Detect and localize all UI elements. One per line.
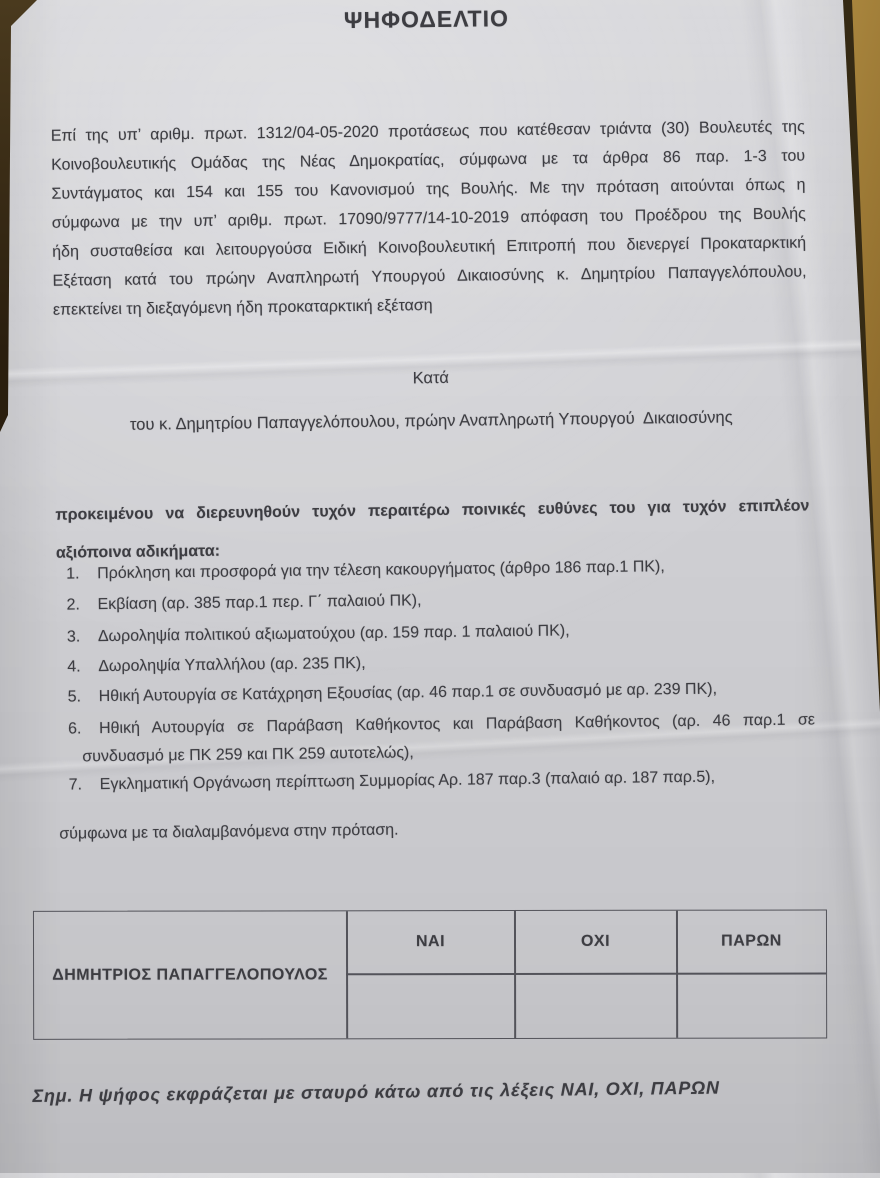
- respondent-line: του κ. Δημητρίου Παπαγγελόπουλου, πρώην Αναπληρωτή Υπουργού Δικαιοσύνης: [129, 408, 733, 434]
- charge-number: 2.: [66, 596, 80, 614]
- proposal-paragraph: [51, 113, 807, 325]
- charge-number: 3.: [66, 628, 81, 646]
- charge-text: Εκβίαση (αρ. 385 παρ.1 περ. Γ΄ παλαιού ΠΚ),: [97, 592, 422, 614]
- charge-text: Ηθική Αυτουργία σε Κατάχρηση Εξουσίας (αρ. 46 παρ.1 σε συνδυασμό με αρ. 239 ΠΚ),: [98, 680, 718, 706]
- charge-text: Δωροληψία Υπαλλήλου (αρ. 235 ΠΚ),: [98, 654, 366, 676]
- candidate-name: ΔΗΜΗΤΡΙΟΣ ΠΑΠΑΓΓΕΛΟΠΟΥΛΟΣ: [52, 965, 328, 984]
- option-header-oxi: ΟΧΙ: [580, 932, 611, 950]
- ballot-title: ΨΗΦΟΔΕΛΤΙΟ: [343, 5, 510, 34]
- purpose-line: αξιόποινα αδικήματα:: [55, 542, 221, 562]
- charge-text: Πρόκληση και προσφορά για την τέλεση κακουργήματος (άρθρο 186 παρ.1 ΠΚ),: [97, 558, 665, 583]
- option-header-paron: ΠΑΡΩΝ: [721, 932, 782, 950]
- paragraph-line: Κοινοβουλευτικής Ομάδας της Νέας Δημοκρατίας, σύμφωνα με τα άρθρα 86 παρ. 1-3 του: [51, 147, 806, 174]
- paragraph-line: επεκτείνει τη διεξαγόμενη ήδη προκαταρκτική εξέταση: [52, 297, 433, 319]
- candidate-name-cell: [34, 911, 346, 1039]
- purpose-line: προκειμένου να διερευνηθούν τυχόν περαιτέρω ποινικές ευθύνες του για τυχόν επιπλέον: [55, 497, 810, 524]
- paragraph-line: ήδη συσταθείσα και λειτουργούσα Ειδική Κοινοβουλευτική Επιτροπή που διενεργεί Προκαταρκτική: [52, 234, 807, 261]
- closing-line: σύμφωνα με τα διαλαμβανόμενα στην πρόταση.: [59, 821, 399, 843]
- charge-number: 5.: [67, 688, 82, 706]
- charge-text: Εγκληματική Οργάνωση περίπτωση Συμμορίας Αρ. 187 παρ.3 (παλαιό αρ. 187 παρ.5),: [99, 768, 716, 794]
- kata-heading: Κατά: [412, 368, 449, 388]
- option-header-nai: ΝΑΙ: [415, 933, 446, 951]
- paragraph-line: Συντάγματος και 154 και 155 του Κανονισμού της Βουλής. Με την πρόταση αιτούνται όπως η: [51, 176, 806, 203]
- footnote: Σημ. Η ψήφος εκφράζεται με σταυρό κάτω από τις λέξεις ΝΑΙ, ΟΧΙ, ΠΑΡΩΝ: [32, 1077, 720, 1107]
- charge-number: 6.: [67, 720, 82, 738]
- charge-number: 1.: [66, 565, 80, 583]
- paragraph-line: σύμφωνα με την υπ’ αριθμ. πρωτ. 17090/9777/14-10-2019 απόφαση του Προέδρου της Βουλής: [51, 205, 806, 232]
- paragraph-line: Επί της υπ’ αριθμ. πρωτ. 1312/04-05-2020 προτάσεως που κατέθεσαν τριάντα (30) Βουλευτές της: [50, 118, 805, 145]
- vote-cell-paron: [677, 973, 826, 1037]
- vote-cell-oxi: [515, 974, 676, 1038]
- charge-text: Δωροληψία πολιτικού αξιωματούχου (αρ. 159 παρ. 1 παλαιού ΠΚ),: [97, 622, 570, 646]
- charge-number: 4.: [67, 658, 81, 676]
- charge-text: συνδυασμό με ΠΚ 259 και ΠΚ 259 αυτοτελώς),: [82, 744, 414, 766]
- vote-table: [33, 909, 827, 1039]
- charge-number: 7.: [68, 776, 83, 794]
- vote-cell-nai: [347, 974, 514, 1038]
- charge-text: Ηθική Αυτουργία σε Παράβαση Καθήκοντος και Παράβαση Καθήκοντος (αρ. 46 παρ.1 σε: [98, 711, 816, 738]
- paragraph-line: Εξέταση κατά του πρώην Αναπληρωτή Υπουργού Δικαιοσύνης κ. Δημητρίου Παπαγγελόπουλου,: [52, 263, 807, 290]
